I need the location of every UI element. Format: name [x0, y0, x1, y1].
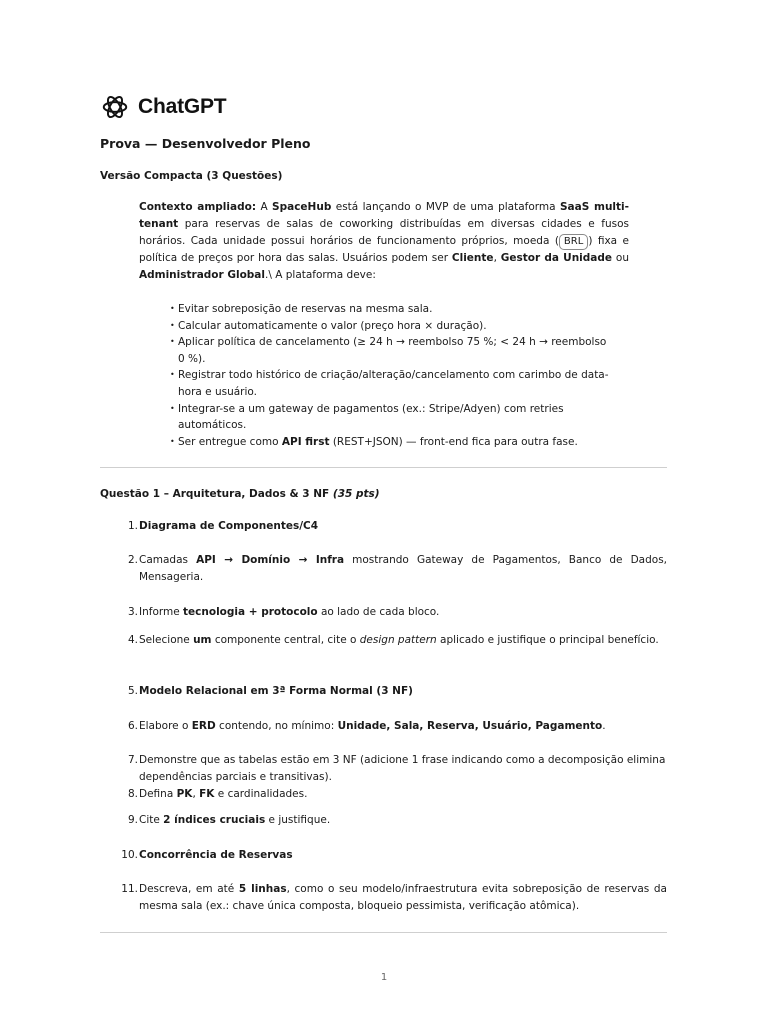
- item-number: 5.: [127, 685, 138, 697]
- currency-badge: BRL: [559, 234, 588, 250]
- item-bold: PK: [176, 788, 193, 800]
- item-text: Selecione: [139, 634, 194, 646]
- question-heading: [100, 488, 380, 500]
- arrow-right-icon: →: [290, 554, 316, 566]
- item-number: 3.: [127, 606, 138, 618]
- item-bold: 5 linhas: [238, 883, 287, 895]
- item-bold: FK: [199, 788, 215, 800]
- item-bold: Unidade, Sala, Reserva, Usuário, Pagamento: [337, 720, 603, 732]
- layer-api: API: [196, 554, 216, 566]
- item-number: 1.: [127, 520, 138, 532]
- item-text: Demonstre que as tabelas estão em 3 NF (adicione 1 frase indicando como a decomposição elimina dependências parciais e transitivas).: [139, 754, 666, 783]
- divider: [100, 932, 667, 933]
- context-text: ,: [493, 252, 501, 264]
- item-text: .: [602, 720, 606, 732]
- item-text: aplicado e justifique o principal benefício.: [436, 634, 659, 646]
- list-item: • Evitar sobreposição de reservas na mesma sala.: [170, 301, 610, 318]
- divider: [100, 467, 667, 468]
- layer-domain: Domínio: [241, 554, 291, 566]
- item-number: 10.: [121, 849, 138, 861]
- brand-header: [100, 92, 226, 122]
- question-title: Questão 1 – Arquitetura, Dados & 3 NF: [100, 488, 333, 500]
- item-number: 4.: [127, 634, 138, 646]
- list-text: Ser entregue como: [178, 435, 282, 448]
- context-paragraph: [139, 199, 629, 284]
- openai-logo-icon: [100, 92, 130, 122]
- item-text: Concorrência de Reservas: [139, 849, 293, 861]
- list-item: • Registrar todo histórico de criação/alteração/cancelamento com carimbo de data-hora e usuário.: [170, 367, 610, 400]
- company-name: SpaceHub: [272, 201, 332, 213]
- list-item: • Aplicar política de cancelamento (≥ 24 h → reembolso 75 %; < 24 h → reembolso 0 %).: [170, 334, 610, 367]
- item-text: e cardinalidades.: [214, 788, 308, 800]
- item-text: Descreva, em até: [139, 883, 239, 895]
- role-gestor: Gestor da Unidade: [500, 252, 613, 264]
- item-text: Defina: [139, 788, 177, 800]
- api-first-label: API first: [281, 435, 330, 448]
- item-text: Modelo Relacional em 3ª Forma Normal (3 NF): [139, 685, 413, 697]
- saas-label: SaaS multi-tenant: [139, 201, 629, 230]
- item-text: ao lado de cada bloco.: [317, 606, 440, 618]
- item-text: mostrando Gateway de Pagamentos, Banco de Dados, Mensageria.: [139, 554, 667, 583]
- item-number: 7.: [127, 754, 138, 766]
- list-item: • Calcular automaticamente o valor (preço hora × duração).: [170, 318, 610, 335]
- context-text: .\ A plataforma deve:: [265, 269, 376, 281]
- context-text: ou: [612, 252, 629, 264]
- item-italic: design pattern: [359, 634, 437, 646]
- item-number: 2.: [127, 554, 138, 566]
- context-text: A: [256, 201, 273, 213]
- item-text: e justifique.: [265, 814, 331, 826]
- role-cliente: Cliente: [451, 252, 494, 264]
- item-bold: 2 índices cruciais: [163, 814, 266, 826]
- item-number: 9.: [127, 814, 138, 826]
- role-admin: Administrador Global: [139, 269, 265, 281]
- item-bold: ERD: [191, 720, 216, 732]
- item-text: contendo, no mínimo:: [215, 720, 338, 732]
- item-text: ,: [192, 788, 200, 800]
- brand-name: ChatGPT: [138, 95, 227, 118]
- question-points: (35 pts): [332, 488, 380, 500]
- item-text: , como o seu modelo/infraestrutura evita sobreposição de reservas da mesma sala (ex.: chave única composta, bloqueio pessimista, verificação atômica).: [139, 883, 667, 912]
- list-text: (REST+JSON) — front-end fica para outra fase.: [329, 435, 578, 448]
- page-number: 1: [380, 972, 388, 983]
- item-bold: tecnologia + protocolo: [183, 606, 318, 618]
- layer-infra: Infra: [315, 554, 345, 566]
- document-subtitle: Versão Compacta (3 Questões): [100, 170, 283, 182]
- item-text: componente central, cite o: [211, 634, 360, 646]
- item-number: 8.: [127, 788, 138, 800]
- document-title: Prova — Desenvolvedor Pleno: [100, 136, 311, 151]
- item-text: Diagrama de Componentes/C4: [139, 520, 319, 532]
- item-text: Elabore o: [139, 720, 192, 732]
- arrow-right-icon: →: [215, 554, 242, 566]
- item-number: 6.: [127, 720, 138, 732]
- item-bold: um: [193, 634, 212, 646]
- item-number: 11.: [121, 883, 138, 895]
- item-text: Camadas: [139, 554, 197, 566]
- context-label: Contexto ampliado:: [139, 201, 257, 213]
- context-text: está lançando o MVP de uma plataforma: [331, 201, 560, 213]
- context-text: ) fixa e política de preços por hora das salas. Usuários podem ser: [139, 235, 629, 264]
- list-item: • Integrar-se a um gateway de pagamentos (ex.: Stripe/Adyen) com retries automáticos.: [170, 401, 610, 434]
- context-text: para reservas de salas de coworking distribuídas em diversas cidades e fusos horários. Cada unidade possui horários de funcionamento próprios, moeda (: [139, 218, 629, 247]
- requirements-list: [170, 301, 610, 450]
- item-text: Informe: [139, 606, 184, 618]
- list-item: [170, 434, 610, 451]
- item-text: Cite: [139, 814, 164, 826]
